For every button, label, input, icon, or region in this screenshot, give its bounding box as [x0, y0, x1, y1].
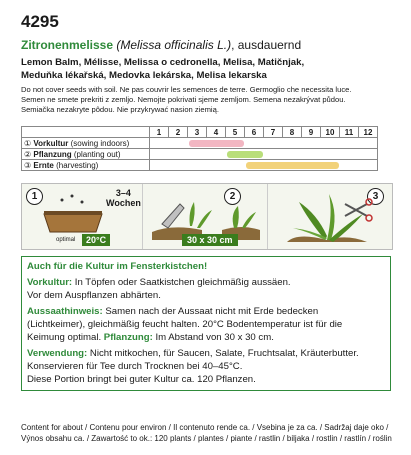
info-text: (Lichtkeimer), gleichmäßig feucht halten. 20°C Bodentemperatur ist für die [27, 319, 343, 330]
bar-track [150, 138, 378, 149]
month-header: 1 [150, 127, 169, 138]
spacing-badge: 30 x 30 cm [182, 234, 238, 246]
info-verwendung [27, 347, 385, 360]
harvest-plant-icon [267, 184, 391, 249]
weeks-label: 3–4 Wochen [106, 188, 141, 208]
note-line: Do not cover seeds with soil. Ne pas couvrir les semences de terre. Germoglio che necessita luce. [21, 85, 352, 94]
row-label: Vorkultur [33, 138, 69, 148]
info-label: Verwendung: [27, 348, 88, 359]
row-label: Ernte [33, 160, 54, 170]
info-headline: Auch für die Kultur im Fensterkistchen! [27, 261, 208, 272]
names-line: Meduňka lékařská, Medovka lekárska, Melisa lekarska [21, 70, 267, 81]
row-sublabel: (sowing indoors) [70, 138, 130, 148]
step-number: ① [24, 138, 32, 148]
month-header: 3 [188, 127, 207, 138]
info-text: Samen nach der Aussaat nicht mit Erde bedecken [102, 306, 319, 317]
calendar-bar [227, 151, 263, 158]
info-label: Pflanzung: [103, 332, 153, 343]
cultivation-info [21, 256, 391, 391]
product-name: Zitronenmelisse [21, 38, 114, 52]
footer-line: Content for about / Contenu pour environ / Il contenuto rende ca. / Vsebina je za ca. / Sadržaj daje oko / [21, 423, 389, 432]
step-number: ② [24, 149, 32, 159]
info-pflanzung [27, 331, 385, 344]
note-line: Semen ne smete prekriti z zemljo. Nemojte pokrivati sjeme zemljom. Semena nezakrývat půdou. [21, 95, 346, 105]
info-text: Vor dem Auspflanzen abhärten. [27, 290, 161, 301]
step-number: ③ [24, 160, 32, 170]
row-sublabel: (planting out) [73, 149, 121, 159]
step-1-marker: 1 [26, 188, 43, 205]
calendar-row-pflanzung [22, 149, 378, 160]
month-header: 9 [302, 127, 321, 138]
growing-calendar [21, 126, 378, 171]
optimal-label: optimal [56, 237, 76, 243]
temperature-badge: 20°C [82, 234, 110, 246]
info-text: Konservieren für Tee durch Trocknen bei 40–45°C. [27, 361, 243, 372]
product-title [21, 38, 301, 52]
step-2-marker: 2 [224, 188, 241, 205]
month-header: 10 [321, 127, 340, 138]
info-text: Keimung optimal. [27, 332, 104, 343]
row-label: Pflanzung [33, 149, 72, 159]
month-header: 5 [226, 127, 245, 138]
calendar-corner [22, 127, 150, 138]
info-text: Im Abstand von 30 x 30 cm. [152, 332, 274, 343]
calendar-header [22, 127, 378, 138]
info-label: Aussaathinweis: [27, 306, 103, 317]
month-header: 7 [264, 127, 283, 138]
month-header: 12 [359, 127, 378, 138]
month-header: 11 [340, 127, 359, 138]
step-3-marker: 3 [367, 188, 384, 205]
info-aussaat [27, 305, 385, 318]
calendar-row-vorkultur [22, 138, 378, 149]
panel-planting [142, 184, 268, 249]
note-line: Semiačka nezakryte pôdou. Nie przykrywać nasion ziemią. [21, 105, 219, 115]
sowing-notes [21, 85, 406, 116]
title-suffix: , ausdauernd [231, 38, 302, 52]
info-label: Vorkultur: [27, 277, 73, 288]
bar-track [150, 160, 378, 171]
panel-harvest [267, 184, 391, 249]
month-header: 4 [207, 127, 226, 138]
panel-sowing [22, 184, 143, 249]
footer-line: Výnos obsahu ca. / Zawartość to ok.: 120 plants / plantes / piante / rastlin / biljaka / rostlin / rastlín / roślin [21, 433, 392, 443]
info-portion: Diese Portion bringt bei guter Kultur ca. 120 Pflanzen. [27, 374, 256, 385]
names-line: Lemon Balm, Mélisse, Melissa o cedronella, Melisa, Matičnjak, [21, 57, 305, 68]
month-header: 8 [283, 127, 302, 138]
bar-track [150, 149, 378, 160]
calendar-row-ernte [22, 160, 378, 171]
growing-illustration [21, 183, 393, 250]
info-text: In Töpfen oder Saatkistchen gleichmäßig aussäen. [72, 277, 291, 288]
latin-name: (Melissa officinalis L.) [116, 38, 232, 52]
calendar-bar [189, 140, 244, 147]
product-code: 4295 [21, 12, 59, 31]
info-vorkultur [27, 276, 385, 289]
row-sublabel: (harvesting) [56, 160, 99, 170]
calendar-bar [246, 162, 339, 169]
month-header: 2 [169, 127, 188, 138]
info-text: Nicht mitkochen, für Saucen, Salate, Fruchtsalat, Kräuterbutter. [87, 348, 359, 359]
month-header: 6 [245, 127, 264, 138]
translated-names [21, 56, 401, 82]
content-footer [21, 423, 406, 444]
